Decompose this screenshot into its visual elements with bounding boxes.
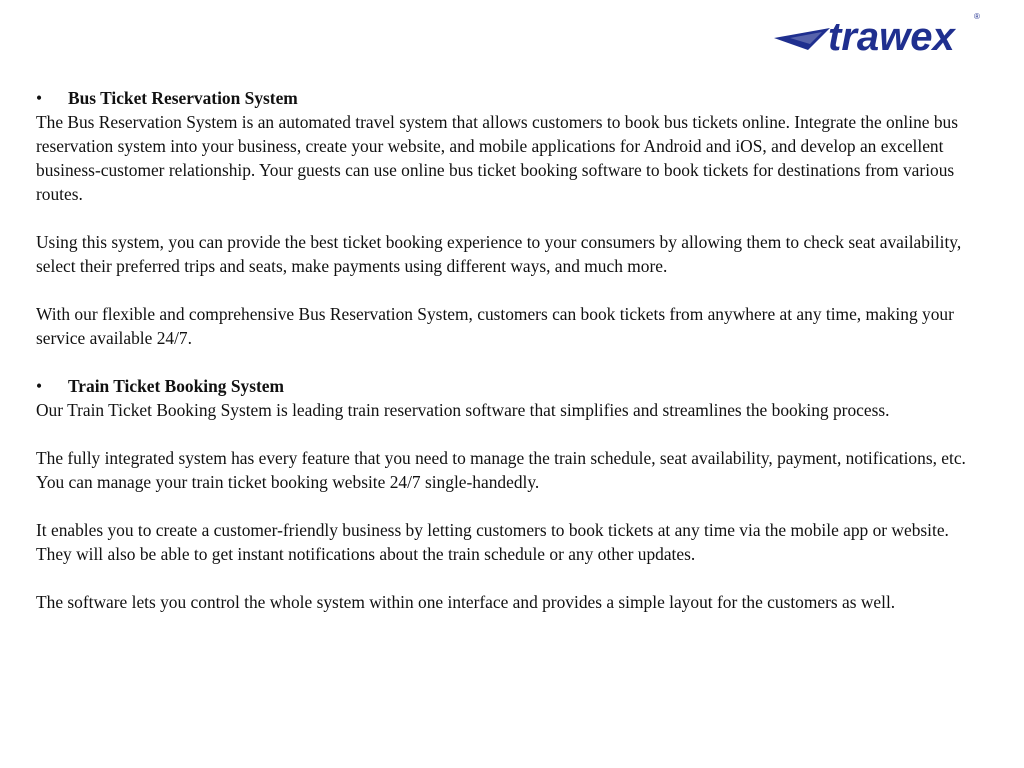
- heading-text: Train Ticket Booking System: [68, 376, 284, 396]
- arrow-plane-icon: [770, 8, 1010, 58]
- paragraph: Our Train Ticket Booking System is leading train reservation software that simplifies and streamlines the booking process.: [36, 400, 890, 420]
- bullet-icon: •: [36, 88, 43, 108]
- bullet-icon: •: [36, 376, 43, 396]
- logo-wordmark: trawex: [828, 15, 955, 58]
- heading-text: Bus Ticket Reservation System: [68, 88, 298, 108]
- paragraph: The fully integrated system has every feature that you need to manage the train schedule, seat availability, payment, notifications, etc. You can manage your train ticket booking website 24/7 single-handedly.: [36, 448, 966, 492]
- paragraph: With our flexible and comprehensive Bus Reservation System, customers can book tickets from anywhere at any time, making your service available 24/7.: [36, 304, 954, 348]
- paragraph: Using this system, you can provide the best ticket booking experience to your consumers by allowing them to check seat availability, select their preferred trips and seats, make payments using different ways, and much more.: [36, 232, 962, 276]
- registered-mark: ®: [974, 12, 980, 21]
- document-body: [36, 86, 986, 614]
- section-heading-train: [36, 374, 986, 398]
- paragraph: The Bus Reservation System is an automated travel system that allows customers to book bus tickets online. Integrate the online bus reservation system into your business, create your website, and mobile applications for Android and iOS, and develop an excellent business-customer relationship. Your guests can use online bus ticket booking software to book tickets for destinations from various routes.: [36, 112, 959, 204]
- trawex-logo: [770, 8, 1010, 58]
- paragraph: The software lets you control the whole system within one interface and provides a simple layout for the customers as well.: [36, 592, 896, 612]
- section-heading-bus: [36, 86, 986, 110]
- paragraph: It enables you to create a customer-friendly business by letting customers to book tickets at any time via the mobile app or website. They will also be able to get instant notifications about the train schedule or any other updates.: [36, 520, 949, 564]
